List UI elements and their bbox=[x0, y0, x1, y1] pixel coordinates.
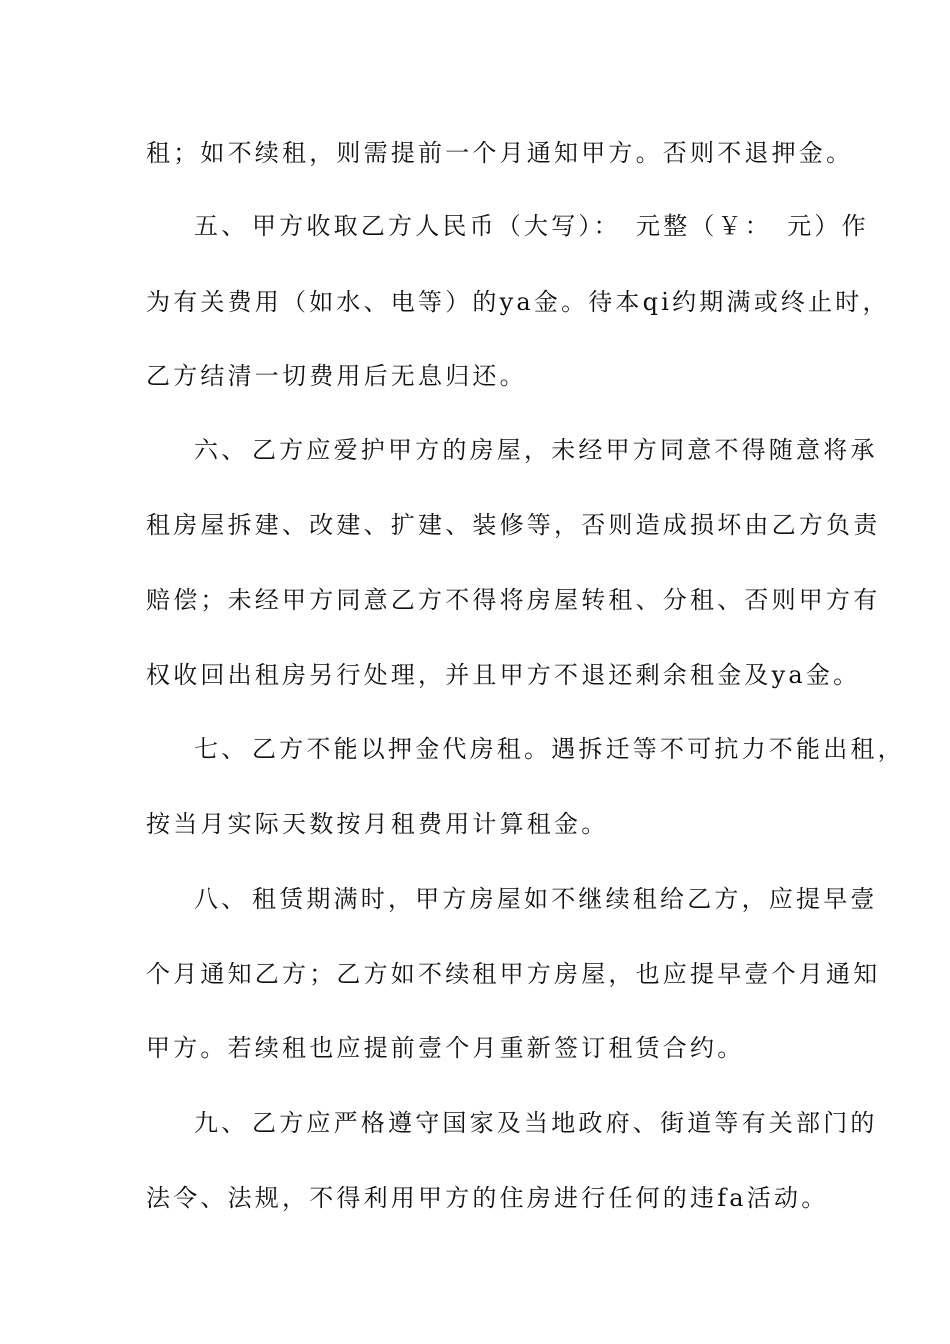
clause-text: 乙方应爱护甲方的房屋，未经甲方同意不得随意将承 bbox=[252, 436, 878, 464]
paragraph-line: 租房屋拆建、改建、扩建、装修等，否则造成损坏由乙方负责 bbox=[146, 511, 881, 539]
clause-number: 八、 bbox=[194, 885, 249, 913]
clause-number: 五、 bbox=[194, 212, 249, 240]
paragraph-line: 租；如不续租，则需提前一个月通知甲方。否则不退押金。 bbox=[146, 139, 854, 167]
clause-text: 甲方收取乙方人民币（大写）： 元整（￥： 元）作 bbox=[252, 212, 869, 240]
clause-6-line bbox=[194, 430, 894, 470]
clause-7-line bbox=[194, 729, 905, 769]
clause-9-line bbox=[194, 1103, 894, 1143]
clause-8-line bbox=[194, 879, 894, 919]
paragraph-line: 个月通知乙方；乙方如不续租甲方房屋，也应提早壹个月通知 bbox=[146, 960, 881, 988]
paragraph-line: 甲方。若续租也应提前壹个月重新签订租赁合约。 bbox=[146, 1034, 745, 1062]
clause-number: 七、 bbox=[194, 735, 249, 763]
clause-text: 乙方不能以押金代房租。遇拆迁等不可抗力不能出租， bbox=[252, 735, 905, 763]
clause-text: 乙方应严格遵守国家及当地政府、街道等有关部门的 bbox=[252, 1109, 878, 1137]
clause-5-line bbox=[194, 206, 894, 246]
clause-text: 租赁期满时，甲方房屋如不继续租给乙方，应提早壹 bbox=[252, 885, 878, 913]
paragraph-line: 乙方结清一切费用后无息归还。 bbox=[146, 362, 527, 390]
clause-number: 六、 bbox=[194, 436, 249, 464]
paragraph-line: 法令、法规，不得利用甲方的住房进行任何的违fa活动。 bbox=[146, 1184, 829, 1212]
clause-number: 九、 bbox=[194, 1109, 249, 1137]
paragraph-line: 权收回出租房另行处理，并且甲方不退还剩余租金及ya金。 bbox=[146, 661, 861, 689]
paragraph-line: 按当月实际天数按月租费用计算租金。 bbox=[146, 810, 609, 838]
paragraph-line: 赔偿；未经甲方同意乙方不得将房屋转租、分租、否则甲方有 bbox=[146, 586, 881, 614]
paragraph-line: 为有关费用（如水、电等）的ya金。待本qi约期满或终止时， bbox=[146, 288, 890, 316]
